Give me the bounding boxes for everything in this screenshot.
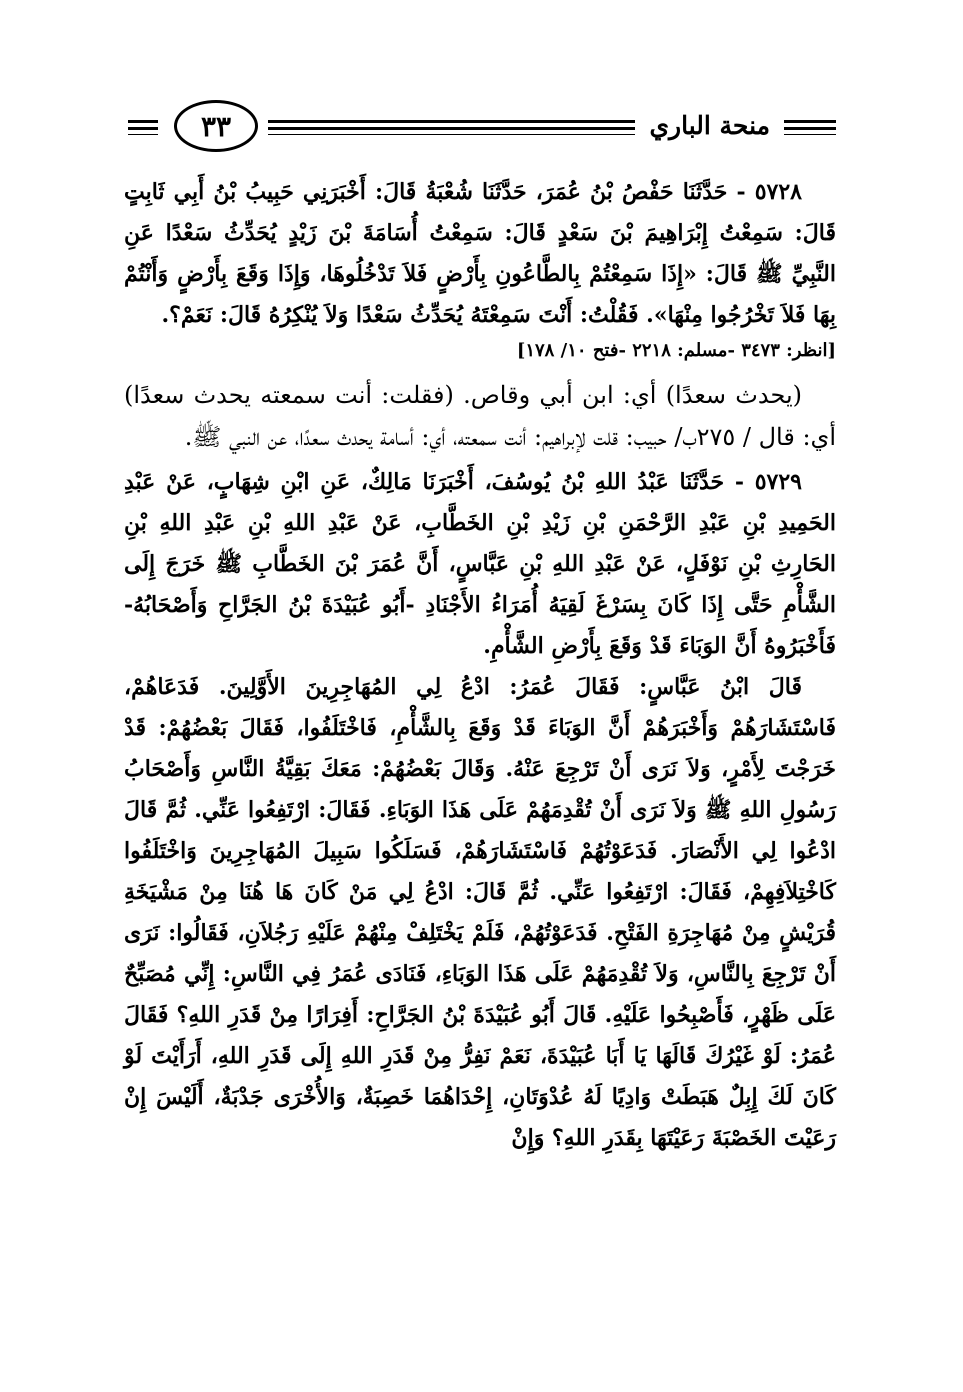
hadith-5729: ٥٧٢٩ - حَدَّثَنَا عَبْدُ اللهِ بْنُ يُوسُفَ، أَخْبَرَنَا مَالِكٌ، عَنِ ابْنِ شِهَابٍ، عَنْ عَبْدِ الحَمِيدِ بْنِ عَبْدِ الرَّحْمَنِ بْنِ زَيْدِ بْنِ الخَطَّابِ، عَنْ عَبْدِ اللهِ بْنِ عَبْدِ اللهِ بْنِ الحَارِثِ بْنِ نَوْفَلٍ، عَنْ عَبْدِ اللهِ بْنِ عَبَّاسٍ، أَنَّ عُمَرَ بْنَ الخَطَّابِ ﷺ خَرَجَ إِلَى الشَّأْمِ حَتَّى إِذَا كَانَ بِسَرْغَ لَقِيَهُ أُمَرَاءُ الأَجْنَادِ -أَبُو عُبَيْدَةَ بْنُ الجَرَّاحِ وَأَصْحَابُهُ- فَأَخْبَرُوهُ أَنَّ الوَبَاءَ قَدْ وَقَعَ بِأَرْضِ الشَّأْمِ. bbox=[124, 469, 836, 659]
commentary-paragraph: (يحدث سعدًا) أي: ابن أبي وقاص. (فقلت: أنت سمعته يحدث سعدًا) أي: قال / ٢٧٥ب/ حبيب: قلت لإبراهيم: أنت سمعته، أي: أسامة يحدث سعدًا، عن النبي ﷺ. bbox=[124, 381, 836, 451]
ibn-abbas-account: قَالَ ابْنُ عَبَّاسٍ: فَقَالَ عُمَرُ: ادْعُ لِي المُهَاجِرِينَ الأَوَّلِينَ. فَدَعَاهُمْ، فَاسْتَشَارَهُمْ وَأَخْبَرَهُمْ أَنَّ الوَبَاءَ قَدْ وَقَعَ بِالشَّأْمِ، فَاخْتَلَفُوا، فَقَالَ بَعْضُهُمْ: قَدْ خَرَجْتَ لِأَمْرٍ، وَلاَ نَرَى أَنْ تَرْجِعَ عَنْهُ. وَقَالَ بَعْضُهُمْ: مَعَكَ بَقِيَّةُ النَّاسِ وَأَصْحَابُ رَسُولِ اللهِ ﷺ وَلاَ نَرَى أَنْ تُقْدِمَهُمْ عَلَى هَذَا الوَبَاءِ. فَقَالَ: ارْتَفِعُوا عَنِّي. ثُمَّ قَالَ ادْعُوا لِي الأَنْصَارَ. فَدَعَوْتُهُمْ فَاسْتَشَارَهُمْ، فَسَلَكُوا سَبِيلَ المُهَاجِرِينَ وَاخْتَلَفُوا كَاخْتِلاَفِهِمْ، فَقَالَ: ارْتَفِعُوا عَنِّي. ثُمَّ قَالَ: ادْعُ لِي مَنْ كَانَ هَا هُنَا مِنْ مَشْيَخَةِ قُرَيْشٍ مِنْ مُهَاجِرَةِ الفَتْحِ. فَدَعَوْتُهُمْ، فَلَمْ يَخْتَلِفْ مِنْهُمْ عَلَيْهِ رَجُلاَنِ، فَقَالُوا: نَرَى أَنْ تَرْجِعَ بِالنَّاسِ، وَلاَ تُقْدِمَهُمْ عَلَى هَذَا الوَبَاءِ، فَنَادَى عُمَرُ فِي النَّاسِ: إِنِّي مُصَبِّحٌ عَلَى ظَهْرٍ، فَأَصْبِحُوا عَلَيْهِ. قَالَ أَبُو عُبَيْدَةَ بْنُ الجَرَّاحِ: أَفِرَارًا مِنْ قَدَرِ اللهِ؟ فَقَالَ عُمَرُ: لَوْ غَيْرُكَ قَالَهَا يَا أَبَا عُبَيْدَةَ، نَعَمْ نَفِرُّ مِنْ قَدَرِ اللهِ إِلَى قَدَرِ اللهِ، أَرَأَيْتَ لَوْ كَانَ لَكَ إِبِلٌ هَبَطَتْ وَادِيًا لَهُ عُدْوَتَانِ، إِحْدَاهُمَا خَصِبَةٌ، وَالأُخْرَى جَدْبَةٌ، أَلَيْسَ إِنْ رَعَيْتَ الخَصْبَةَ رَعَيْتَهَا بِقَدَرِ اللهِ؟ وَإِنْ bbox=[124, 674, 836, 1151]
page-number: ٣٣ bbox=[200, 109, 232, 143]
hadith-5728: ٥٧٢٨ - حَدَّثَنَا حَفْصُ بْنُ عُمَرَ، حَدَّثَنَا شُعْبَةُ قَالَ: أَخْبَرَنِي حَبِيبُ بْنُ أَبِي ثَابِتٍ قَالَ: سَمِعْتُ إِبْرَاهِيمَ بْنَ سَعْدٍ قَالَ: سَمِعْتُ أُسَامَةَ بْنَ زَيْدٍ يُحَدِّثُ سَعْدًا عَنِ النَّبِيِّ ﷺ قَالَ: «إِذَا سَمِعْتُمْ بِالطَّاعُونِ بِأَرْضٍ فَلاَ تَدْخُلُوهَا، وَإِذَا وَقَعَ بِأَرْضٍ وَأَنْتُمْ بِهَا فَلاَ تَخْرُجُوا مِنْهَا». فَقُلْتُ: أَنْتَ سَمِعْتَهُ يُحَدِّثُ سَعْدًا وَلاَ يُنْكِرُهُ قَالَ: نَعَمْ؟. bbox=[124, 179, 836, 328]
page-number-badge bbox=[174, 100, 258, 152]
hadith-5728-reference: [انظر: ٣٤٧٣ -مسلم: ٢٢١٨ -فتح ١٠/ ١٧٨] bbox=[516, 340, 836, 361]
page-content bbox=[124, 172, 836, 1159]
page-header bbox=[128, 96, 836, 156]
book-title: منحة الباري bbox=[635, 108, 784, 144]
